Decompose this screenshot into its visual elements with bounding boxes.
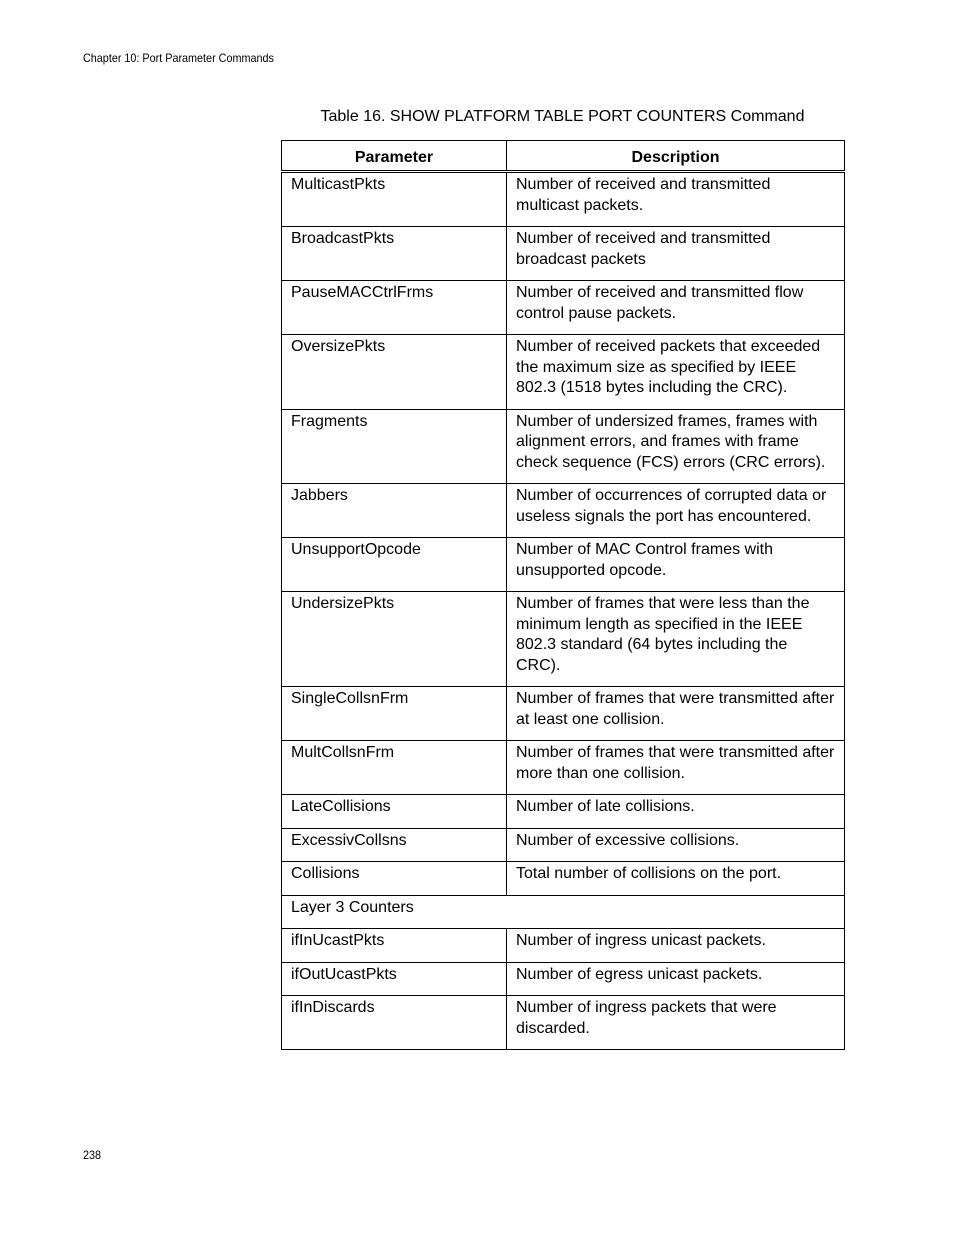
table-row	[282, 687, 845, 741]
table-row	[282, 929, 845, 963]
table-row	[282, 538, 845, 592]
table-row	[282, 409, 845, 484]
parameter-cell: Fragments	[282, 409, 507, 484]
table-row	[282, 828, 845, 862]
table-row	[282, 592, 845, 687]
table-row	[282, 795, 845, 829]
table-row	[282, 741, 845, 795]
description-cell: Total number of collisions on the port.	[507, 862, 845, 896]
description-cell: Number of received packets that exceeded the maximum size as specified by IEEE 802.3 (1518 bytes including the CRC).	[507, 335, 845, 410]
parameter-cell: ifInDiscards	[282, 996, 507, 1050]
parameter-cell: ExcessivCollsns	[282, 828, 507, 862]
description-cell: Number of received and transmitted broadcast packets	[507, 227, 845, 281]
table-row	[282, 996, 845, 1050]
parameter-cell: SingleCollsnFrm	[282, 687, 507, 741]
description-cell: Number of frames that were less than the minimum length as specified in the IEEE 802.3 standard (64 bytes including the CRC).	[507, 592, 845, 687]
parameter-cell: PauseMACCtrlFrms	[282, 281, 507, 335]
parameter-cell: UndersizePkts	[282, 592, 507, 687]
table-row	[282, 862, 845, 896]
description-cell: Number of ingress unicast packets.	[507, 929, 845, 963]
page-number: 238	[83, 1148, 102, 1162]
description-cell: Number of frames that were transmitted after at least one collision.	[507, 687, 845, 741]
column-header-description: Description	[507, 141, 845, 172]
table-row	[282, 172, 845, 227]
parameter-cell: OversizePkts	[282, 335, 507, 410]
parameter-cell: MultCollsnFrm	[282, 741, 507, 795]
description-cell: Number of received and transmitted multicast packets.	[507, 172, 845, 227]
parameter-cell: Jabbers	[282, 484, 507, 538]
parameter-cell: ifOutUcastPkts	[282, 962, 507, 996]
description-cell: Number of occurrences of corrupted data or useless signals the port has encountered.	[507, 484, 845, 538]
column-header-parameter: Parameter	[282, 141, 507, 172]
table-row	[282, 227, 845, 281]
parameter-cell: UnsupportOpcode	[282, 538, 507, 592]
parameter-cell: Collisions	[282, 862, 507, 896]
description-cell: Number of frames that were transmitted after more than one collision.	[507, 741, 845, 795]
section-heading-cell: Layer 3 Counters	[282, 895, 845, 929]
description-cell: Number of excessive collisions.	[507, 828, 845, 862]
parameter-cell: ifInUcastPkts	[282, 929, 507, 963]
running-header: Chapter 10: Port Parameter Commands	[83, 51, 274, 65]
table-row	[282, 281, 845, 335]
description-cell: Number of late collisions.	[507, 795, 845, 829]
parameter-cell: BroadcastPkts	[282, 227, 507, 281]
parameter-cell: MulticastPkts	[282, 172, 507, 227]
table-caption: Table 16. SHOW PLATFORM TABLE PORT COUNTERS Command	[320, 108, 805, 125]
table-row	[282, 484, 845, 538]
section-row	[282, 895, 845, 929]
description-cell: Number of ingress packets that were discarded.	[507, 996, 845, 1050]
table-row	[282, 335, 845, 410]
port-counters-table	[281, 140, 845, 1050]
table-row	[282, 962, 845, 996]
table-header-row	[282, 141, 845, 172]
parameter-cell: LateCollisions	[282, 795, 507, 829]
description-cell: Number of undersized frames, frames with alignment errors, and frames with frame check sequence (FCS) errors (CRC errors).	[507, 409, 845, 484]
description-cell: Number of MAC Control frames with unsupported opcode.	[507, 538, 845, 592]
description-cell: Number of egress unicast packets.	[507, 962, 845, 996]
description-cell: Number of received and transmitted flow control pause packets.	[507, 281, 845, 335]
